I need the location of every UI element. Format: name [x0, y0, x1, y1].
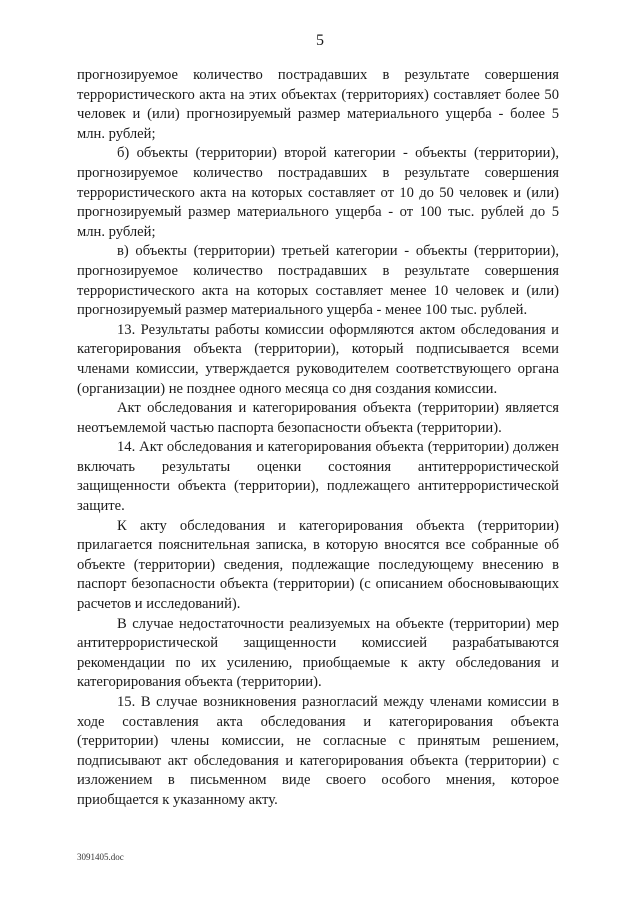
- file-name-footer: 3091405.doc: [77, 852, 124, 862]
- document-body: [77, 66, 559, 811]
- paragraph-14-recommendations: В случае недостаточности реализуемых на объекте (территории) мер антитеррористической защищенности комиссией разрабатываются рекомендации по их усилению, приобщаемые к акту обследования и категорирования объекта (территории).: [77, 615, 559, 691]
- paragraph-category-c: в) объекты (территории) третьей категории - объекты (территории), прогнозируемое количество пострадавших в результате совершения террористического акта на которых составляет менее 10 человек и (или) прогнозируемый размер материального ущерба - менее 100 тыс. рублей.: [77, 243, 559, 319]
- paragraph-15: 15. В случае возникновения разногласий между членами комиссии в ходе составления акта обследования и категорирования объекта (территории) члены комиссии, не согласные с принятым решением, подписывают акт обследования и категорирования объекта (территории) с изложением в письменном виде своего особого мнения, которое приобщается к указанному акту.: [77, 694, 559, 808]
- paragraph-continuation: прогнозируемое количество пострадавших в результате совершения террористического акта на этих объектах (территориях) составляет более 50 человек и (или) прогнозируемый размер материального ущерба - более 5 млн. рублей;: [77, 67, 559, 142]
- paragraph-category-b: б) объекты (территории) второй категории - объекты (территории), прогнозируемое количество пострадавших в результате совершения террористического акта на которых составляет от 10 до 50 человек и (или) прогнозируемый размер материального ущерба - от 100 тыс. рублей до 5 млн. рублей;: [77, 145, 559, 240]
- paragraph-13-act: Акт обследования и категорирования объекта (территории) является неотъемлемой частью паспорта безопасности объекта (территории).: [77, 400, 559, 436]
- paragraph-13: 13. Результаты работы комиссии оформляются актом обследования и категорирования объекта (территории), который подписывается всеми членами комиссии, утверждается руководителем соответствующего органа (организации) не позднее одного месяца со дня создания комиссии.: [77, 321, 559, 397]
- page-number: 5: [316, 32, 324, 49]
- paragraph-14-note: К акту обследования и категорирования объекта (территории) прилагается пояснительная записка, в которую вносятся все собранные об объекте (территории) сведения, подлежащие последующему внесению в паспорт безопасности объекта (территории) (с описанием обосновывающих расчетов и исследований).: [77, 517, 559, 613]
- paragraph-14: 14. Акт обследования и категорирования объекта (территории) должен включать результаты оценки состояния антитеррористической защищенности объекта (территории), подлежащего антитеррористической защите.: [77, 439, 559, 515]
